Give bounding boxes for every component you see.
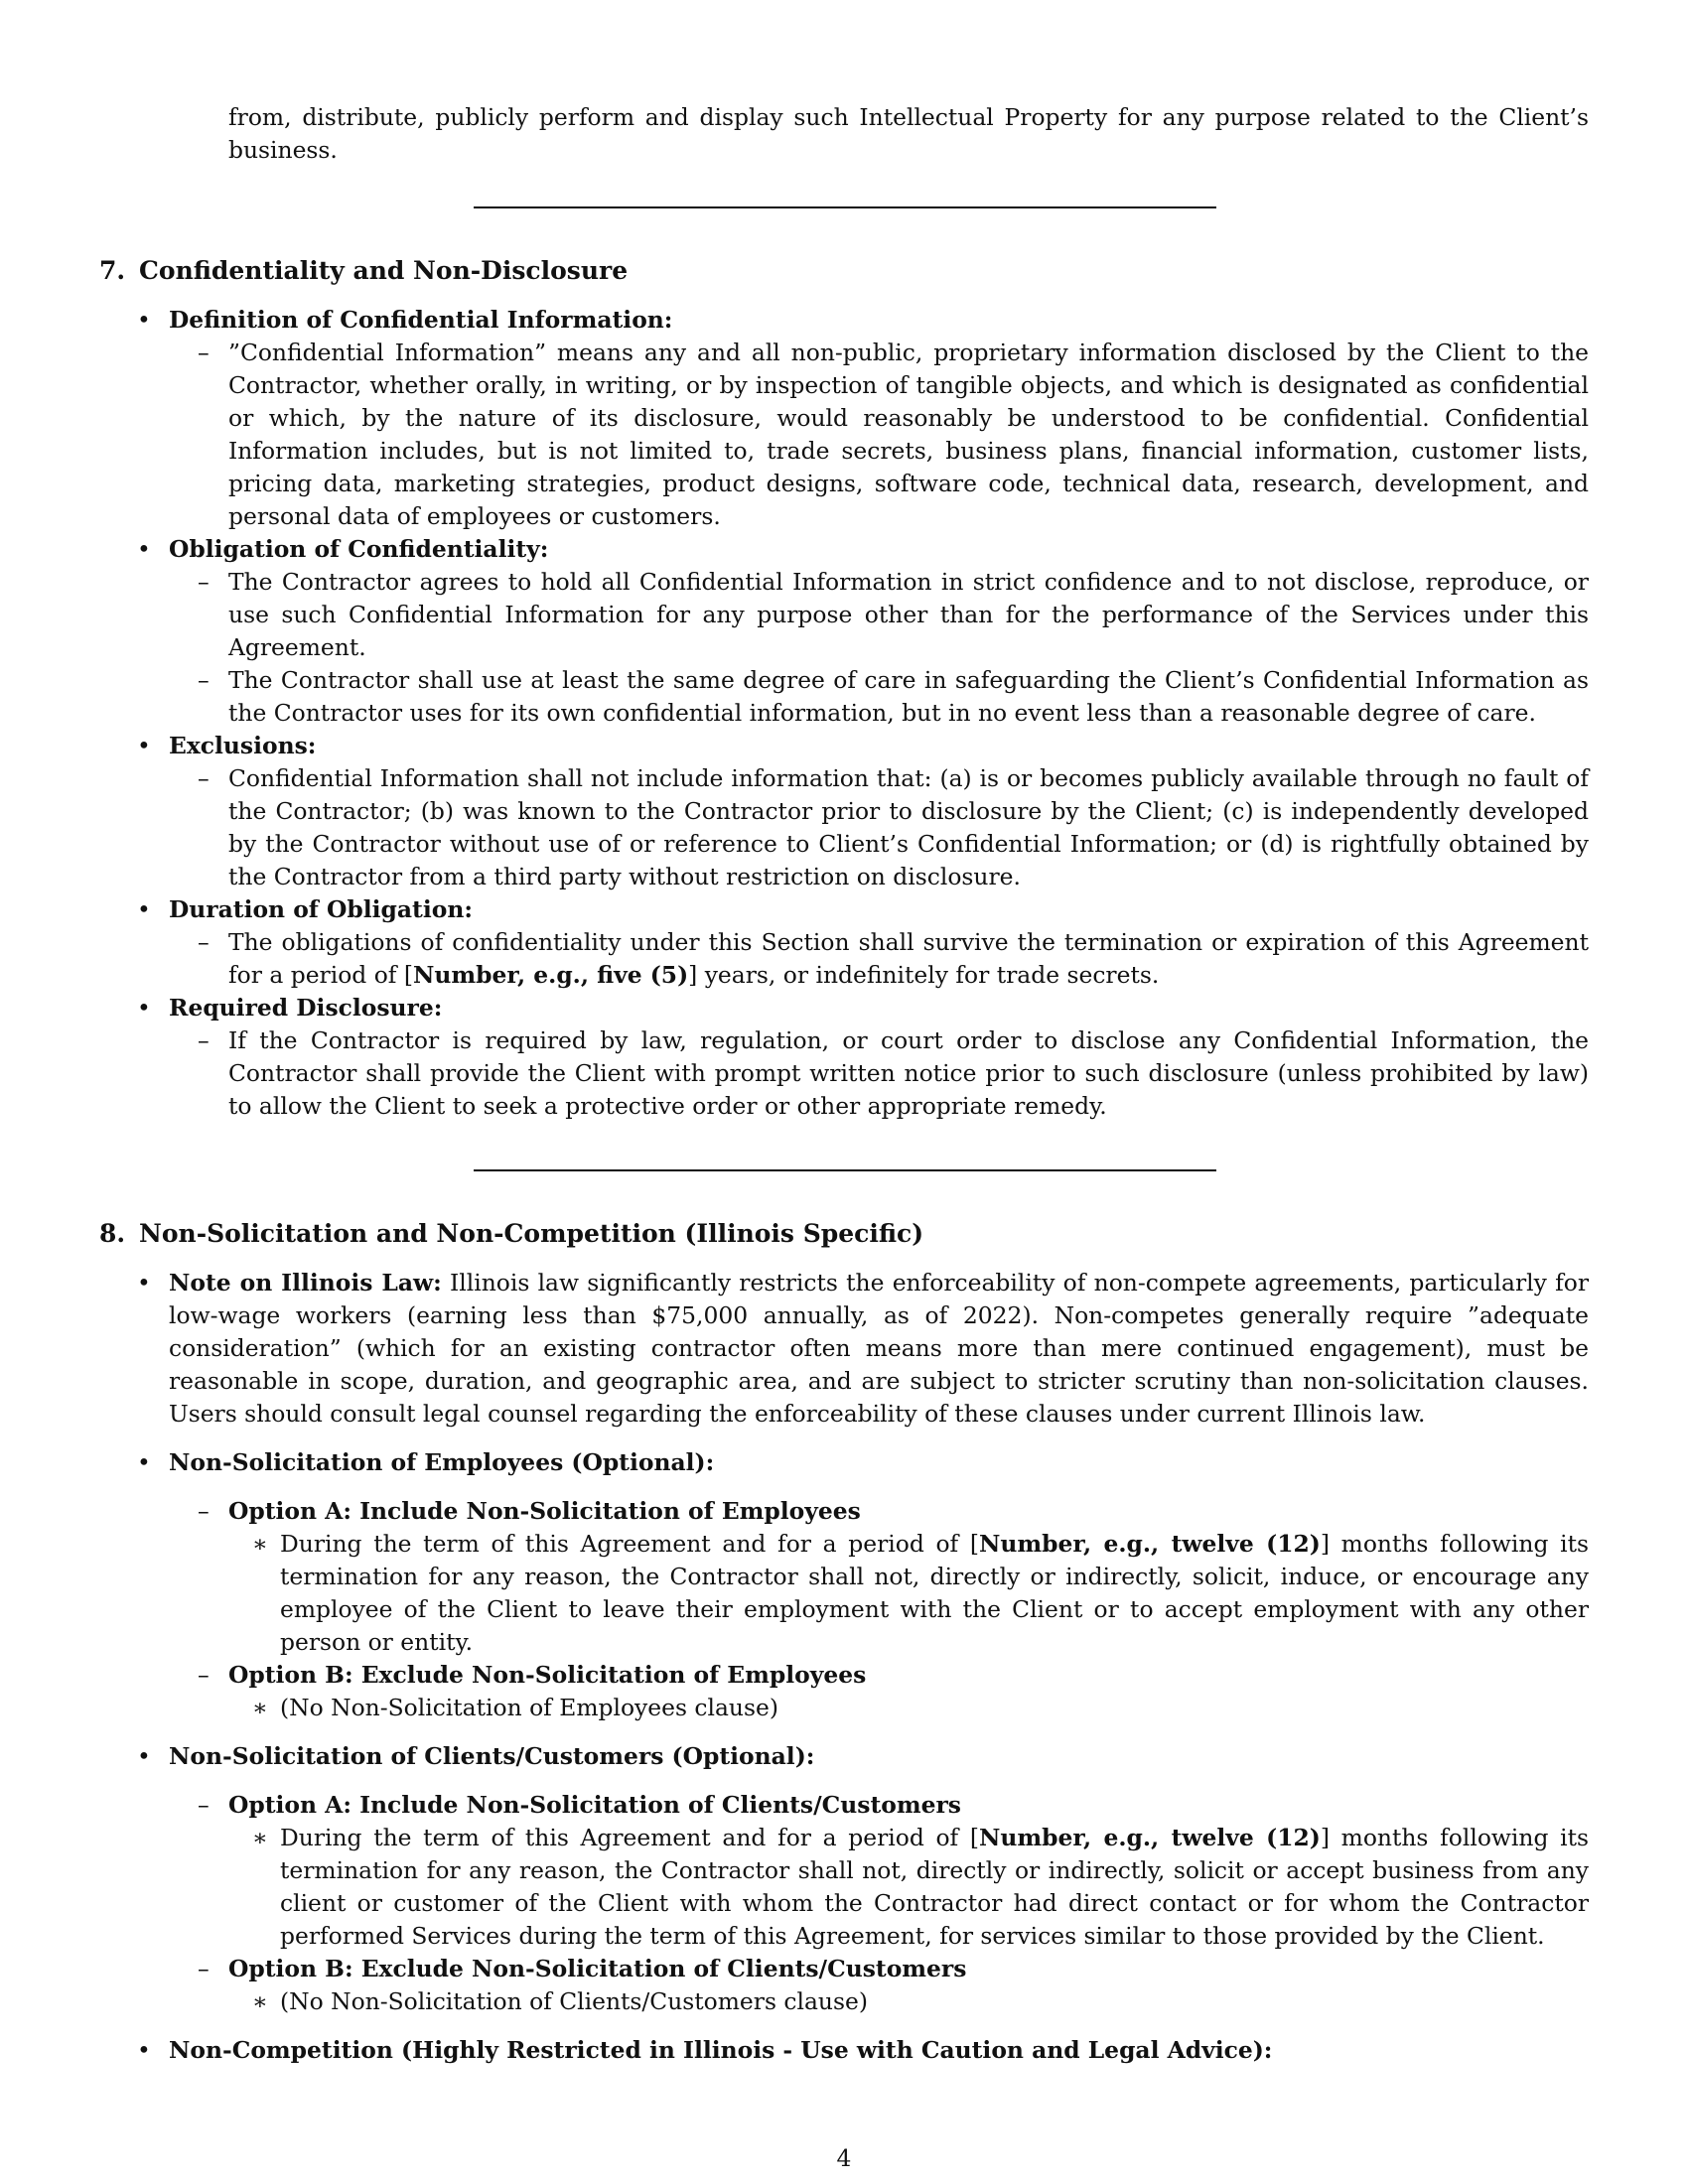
sub-item bbox=[137, 1495, 1589, 1528]
dash-icon: – bbox=[198, 1955, 210, 1982]
item-heading: Note on Illinois Law: bbox=[169, 1269, 442, 1297]
sub-item bbox=[137, 337, 1589, 533]
section-title: Confidentiality and Non-Disclosure bbox=[139, 256, 629, 285]
list-item bbox=[137, 893, 1589, 926]
bullet-icon: • bbox=[137, 895, 151, 923]
item-heading: Non-Solicitation of Clients/Customers (Optional): bbox=[169, 1742, 815, 1770]
sub-item bbox=[137, 762, 1589, 893]
item-heading: Definition of Confidential Information: bbox=[169, 306, 673, 334]
section-divider bbox=[474, 206, 1216, 208]
section-7-heading bbox=[99, 254, 628, 288]
sub-item bbox=[137, 1024, 1589, 1123]
list-item bbox=[137, 730, 1589, 762]
sub-sub-item bbox=[137, 1822, 1589, 1953]
dash-icon: – bbox=[198, 339, 210, 366]
item-text: If the Contractor is required by law, regulation, or court order to disclose any Confidential Information, the Contractor shall provide the Client with prompt written notice prior to such disclosure (unless prohibited by law) to allow the Client to seek a protective order or other appropriate remedy. bbox=[228, 1026, 1589, 1120]
placeholder-number: Number, e.g., twelve (12) bbox=[979, 1824, 1321, 1851]
section-number: 8. bbox=[99, 1219, 126, 1248]
item-heading: Required Disclosure: bbox=[169, 994, 443, 1022]
item-heading: Obligation of Confidentiality: bbox=[169, 535, 549, 563]
option-heading: Option A: Include Non-Solicitation of Employees bbox=[228, 1497, 861, 1525]
asterisk-icon: ∗ bbox=[252, 1824, 268, 1851]
item-heading: Exclusions: bbox=[169, 732, 317, 759]
dash-icon: – bbox=[198, 666, 210, 694]
section-8-list bbox=[137, 1267, 1589, 2067]
item-text-pre: The obligations of confidentiality under this Section shall survive the termination or expiration of this Agreement for a period of [ bbox=[228, 928, 1589, 989]
list-item bbox=[137, 1267, 1589, 1431]
option-heading: Option B: Exclude Non-Solicitation of Employees bbox=[228, 1661, 867, 1689]
option-heading: Option A: Include Non-Solicitation of Clients/Customers bbox=[228, 1791, 961, 1819]
dash-icon: – bbox=[198, 1497, 210, 1525]
item-heading: Non-Competition (Highly Restricted in Illinois - Use with Caution and Legal Advice): bbox=[169, 2036, 1273, 2064]
item-text-post: ] months following its termination for any reason, the Contractor shall not, directly or indirectly, solicit, induce, or encourage any employee of the Client to leave their employment with the Client or to accept employment with any other person or entity. bbox=[280, 1530, 1589, 1656]
dash-icon: – bbox=[198, 1026, 210, 1054]
list-item bbox=[137, 992, 1589, 1024]
item-text: (No Non-Solicitation of Employees clause) bbox=[280, 1694, 778, 1721]
bullet-icon: • bbox=[137, 1269, 151, 1297]
item-text: ”Confidential Information” means any and all non-public, proprietary information disclosed by the Client to the Contractor, whether orally, in writing, or by inspection of tangible objects, and which is designated as confidential or which, by the nature of its disclosure, would reasonably be understood to be confidential. Confidential Information includes, but is not limited to, trade secrets, business plans, financial information, customer lists, pricing data, marketing strategies, product designs, software code, technical data, research, development, and personal data of employees or customers. bbox=[228, 339, 1589, 530]
sub-item bbox=[137, 566, 1589, 664]
item-heading: Duration of Obligation: bbox=[169, 895, 473, 923]
sub-item bbox=[137, 1953, 1589, 1985]
bullet-icon: • bbox=[137, 1742, 151, 1770]
sub-item bbox=[137, 926, 1589, 992]
item-heading: Non-Solicitation of Employees (Optional): bbox=[169, 1448, 715, 1476]
bullet-icon: • bbox=[137, 1448, 151, 1476]
item-text: The Contractor agrees to hold all Confidential Information in strict confidence and to not disclose, reproduce, or use such Confidential Information for any purpose other than for the performance of the Services under this Agreement. bbox=[228, 568, 1589, 661]
placeholder-number: Number, e.g., twelve (12) bbox=[979, 1530, 1321, 1558]
sub-sub-item bbox=[137, 1985, 1589, 2018]
sub-item bbox=[137, 664, 1589, 730]
item-text: The Contractor shall use at least the same degree of care in safeguarding the Client’s Confidential Information as the Contractor uses for its own confidential information, but in no event less than a reasonable degree of care. bbox=[228, 666, 1589, 727]
sub-sub-item bbox=[137, 1692, 1589, 1724]
sub-sub-item bbox=[137, 1528, 1589, 1659]
item-text: Confidential Information shall not include information that: (a) is or becomes publicly available through no fault of the Contractor; (b) was known to the Contractor prior to disclosure by the Client; (c) is independently developed by the Contractor without use of or reference to Client’s Confidential Information; or (d) is rightfully obtained by the Contractor from a third party without restriction on disclosure. bbox=[228, 764, 1589, 890]
item-text-post: ] months following its termination for any reason, the Contractor shall not, directly or indirectly, solicit or accept business from any client or customer of the Client with whom the Contractor had direct contact or for whom the Contractor performed Services during the term of this Agreement, for services similar to those provided by the Client. bbox=[280, 1824, 1589, 1950]
list-item bbox=[137, 2034, 1589, 2067]
bullet-icon: • bbox=[137, 535, 151, 563]
asterisk-icon: ∗ bbox=[252, 1694, 268, 1721]
placeholder-number: Number, e.g., five (5) bbox=[413, 961, 689, 989]
item-text-post: ] years, or indefinitely for trade secrets. bbox=[688, 961, 1160, 989]
asterisk-icon: ∗ bbox=[252, 1987, 268, 2015]
item-text: Illinois law significantly restricts the enforceability of non-compete agreements, particularly for low-wage workers (earning less than $75,000 annually, as of 2022). Non-competes generally require ”adequate consideration” (which for an existing contractor often means more than mere continued engagement), must be reasonable in scope, duration, and geographic area, and are subject to stricter scrutiny than non-solicitation clauses. Users should consult legal counsel regarding the enforceability of these clauses under current Illinois law. bbox=[169, 1269, 1589, 1428]
list-item bbox=[137, 304, 1589, 337]
item-text: (No Non-Solicitation of Clients/Customers clause) bbox=[280, 1987, 868, 2015]
dash-icon: – bbox=[198, 1791, 210, 1819]
option-heading: Option B: Exclude Non-Solicitation of Clients/Customers bbox=[228, 1955, 967, 1982]
item-text-pre: During the term of this Agreement and for a period of [ bbox=[280, 1530, 980, 1558]
bullet-icon: • bbox=[137, 994, 151, 1022]
page-number: 4 bbox=[836, 2144, 852, 2172]
list-item bbox=[137, 533, 1589, 566]
item-text-pre: During the term of this Agreement and for a period of [ bbox=[280, 1824, 980, 1851]
bullet-icon: • bbox=[137, 732, 151, 759]
bullet-icon: • bbox=[137, 306, 151, 334]
dash-icon: – bbox=[198, 764, 210, 792]
sub-item bbox=[137, 1789, 1589, 1822]
intro-continuation: from, distribute, publicly perform and display such Intellectual Property for any purpose related to the Client’s business. bbox=[228, 103, 1589, 164]
section-number: 7. bbox=[99, 256, 126, 285]
section-title: Non-Solicitation and Non-Competition (Illinois Specific) bbox=[139, 1219, 924, 1248]
dash-icon: – bbox=[198, 568, 210, 596]
sub-item bbox=[137, 1659, 1589, 1692]
dash-icon: – bbox=[198, 1661, 210, 1689]
list-item bbox=[137, 1740, 1589, 1773]
list-item bbox=[137, 1446, 1589, 1479]
bullet-icon: • bbox=[137, 2036, 151, 2064]
section-7-list bbox=[137, 304, 1589, 1123]
dash-icon: – bbox=[198, 928, 210, 956]
section-divider bbox=[474, 1169, 1216, 1171]
section-8-heading bbox=[99, 1217, 923, 1251]
asterisk-icon: ∗ bbox=[252, 1530, 268, 1558]
